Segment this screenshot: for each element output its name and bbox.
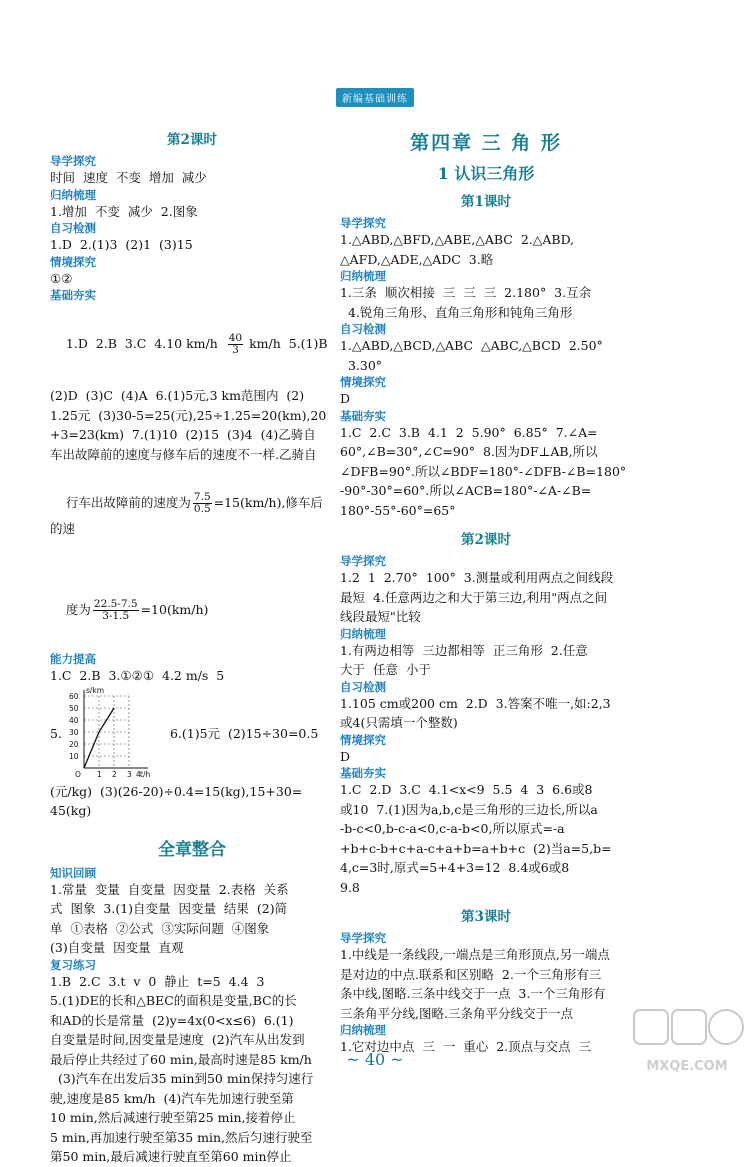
answer-line: 最后停止共经过了60 min,最高时速是85 km/h <box>50 1051 312 1067</box>
answer-line: 1.C 2.B 3.①②① 4.2 m/s 5 <box>50 668 225 683</box>
fraction: $\frac{22.5-7.5}{3-1.5}$ <box>93 598 138 622</box>
banner: 新编基础训练 <box>336 88 414 107</box>
section-label: 自习检测 <box>340 322 386 336</box>
y-tick: 60 <box>68 691 79 701</box>
answer-line: 度为 $\frac{22.5-7.5}{3-1.5}$ =10(km/h) <box>65 598 209 622</box>
answer-line: +3=23(km) 7.(1)10 (2)15 (3)4 (4)乙骑自 <box>50 427 316 442</box>
answer-line: 1.三条 顺次相接 三 三 三 2.180° 3.互余 <box>340 285 592 300</box>
y-tick: 50 <box>68 703 79 713</box>
svg-text:MXQE.COM: MXQE.COM <box>646 1059 728 1074</box>
section-label: 导学探究 <box>340 554 386 568</box>
answer-line: 1.△ABD,△BCD,△ABC △ABC,△BCD 2.50° <box>340 338 603 353</box>
section-title: 1 认识三角形 <box>437 164 535 183</box>
answer-line: 3.30° <box>340 357 383 373</box>
answer-line: 5.(1)DE的长和△BEC的面积是变量,BC的长 <box>50 993 297 1008</box>
answer-line: 5 min,再加速行驶至第35 min,然后匀速行驶至 <box>50 1129 313 1145</box>
answer-line: 条中线,图略.三条中线交于一点 3.一个三角形有 <box>340 986 606 1001</box>
y-tick: 40 <box>68 715 79 725</box>
answer-line: (元/kg) (3)(26-20)÷0.4=15(kg),15+30= <box>50 783 303 799</box>
answer-line: 45(kg) <box>50 803 92 818</box>
answer-line: 驶,速度是85 km/h (4)汽车先加速行驶至第 <box>50 1090 294 1106</box>
answer-line: 1.有两边相等 三边都相等 正三角形 2.任意 <box>340 642 588 658</box>
answer-line: 自变量是时间,因变量是速度 (2)汽车从出发到 <box>50 1032 305 1047</box>
answer-line: 1.它对边中点 三 一 重心 2.顶点与交点 三 <box>340 1039 592 1054</box>
lesson-title: 第3课时 <box>461 909 511 925</box>
answer-line: 第50 min,最后减速行驶直至第60 min停止 <box>50 1149 292 1164</box>
x-tick: 3 <box>126 769 132 779</box>
section-label: 归纳梳理 <box>340 269 386 283</box>
section-label: 情境探究 <box>340 732 386 747</box>
answer-line: 1.中线是一条线段,一端点是三角形顶点,另一端点 <box>340 947 610 962</box>
answer-line: 大于 任意 小于 <box>340 662 431 677</box>
x-tick: 2 <box>111 769 117 779</box>
page-header <box>0 88 750 107</box>
answer-line: 1.B 2.C 3.t v 0 静止 t=5 4.4 3 <box>50 973 265 989</box>
section-label: 归纳梳理 <box>50 187 96 202</box>
origin-label: O <box>74 769 81 779</box>
section-label: 基础夯实 <box>50 288 96 302</box>
answer-line: +b+c-b+c+a-c+a+b=a+b+c (2)当a=5,b= <box>340 840 612 856</box>
answer-line: -90°-30°=60°.所以∠ACB=180°-∠A-∠B= <box>340 483 592 498</box>
answer-line: 1.25元 (3)30-5=25(元),25÷1.25=20(km),20 <box>50 407 327 423</box>
right-column <box>340 128 632 1057</box>
x-tick: 4 <box>135 769 141 779</box>
answer-line: (3)汽车在出发后35 min到50 min保持匀速行 <box>50 1071 314 1086</box>
answer-line: D <box>340 391 351 406</box>
answer-line: 60°,∠B=30°,∠C=90° 8.因为DF⊥AB,所以 <box>340 444 598 459</box>
fraction: $\frac{7.5}{0.5}$ <box>193 491 211 515</box>
answer-line: 行车出故障前的速度为 $\frac{7.5}{0.5}$ =15(km/h),修车后的速 <box>50 491 323 536</box>
answer-line: 9.8 <box>340 879 360 895</box>
section-label: 基础夯实 <box>340 766 386 780</box>
x-axis-label: t/h <box>139 769 151 779</box>
answer-line: 三条角平分线,图略.三条角平分线交于一点 <box>340 1005 573 1021</box>
answer-line: 线段最短"比较 <box>340 609 421 624</box>
section-label: 知识回顾 <box>50 865 96 880</box>
distance-time-graph <box>64 686 164 782</box>
lesson-title: 第2课时 <box>461 532 511 548</box>
section-label: 导学探究 <box>340 931 386 945</box>
fraction: $\frac{40}{3}$ <box>228 332 243 356</box>
answer-line: 1.C 2.D 3.C 4.1<x<9 5.5 4 3 6.6或8 <box>340 782 593 797</box>
answer-line: 1.D 2.B 3.C 4.10 km/h $\frac{40}{3}$ km/h 5.(1)B <box>65 332 328 356</box>
answer-line: 单 ①表格 ②公式 ③实际问题 ④图象 <box>50 920 270 936</box>
x-tick: 1 <box>96 769 102 779</box>
chapter-title: 第四章 三 角 形 <box>410 132 562 154</box>
answer-line: △AFD,△ADE,△ADC 3.略 <box>340 251 494 267</box>
answer-line: 最短 4.任意两边之和大于第三边,利用"两点之间 <box>340 589 608 605</box>
answer-line: 车出故障前的速度与修车后的速度不一样.乙骑自 <box>50 446 317 462</box>
answer-line: ①② <box>50 270 73 286</box>
section-label: 自习检测 <box>340 679 386 694</box>
section-label: 归纳梳理 <box>340 626 386 641</box>
answer-line: 180°-55°-60°=65° <box>340 502 456 518</box>
answer-line: 和AD的长是常量 (2)y=4x(0<x≤6) 6.(1) <box>50 1012 294 1028</box>
y-tick: 10 <box>68 751 79 761</box>
answer-line: 1.105 cm或200 cm 2.D 3.答案不唯一,如:2,3 <box>340 695 611 711</box>
section-label: 自习检测 <box>50 221 96 235</box>
answer-line: 1.2 1 2.70° 100° 3.测量或利用两点之间线段 <box>340 570 614 585</box>
answer-line: -b-c<0,b-c-a<0,c-a-b<0,所以原式=-a <box>340 821 565 836</box>
answer-line: 1.△ABD,△BFD,△ABE,△ABC 2.△ABD, <box>340 232 575 247</box>
left-column <box>50 128 334 1167</box>
answer-line: 1.增加 不变 减少 2.图象 <box>50 203 198 219</box>
lesson-title: 第1课时 <box>461 194 511 210</box>
chapter-summary-title: 全章整合 <box>158 839 226 860</box>
answer-line: 或4(只需填一个整数) <box>340 715 458 730</box>
answer-line: (3)自变量 因变量 直观 <box>50 940 184 955</box>
section-label: 导学探究 <box>50 154 96 168</box>
lesson-title: 第2课时 <box>167 132 217 148</box>
graph-row: 5. s/km t/h O 10 20 30 40 50 60 1 2 3 4 6.(1)5元 (2)15÷30=0.5 <box>50 686 334 782</box>
answer-line: 是对边的中点.联系和区别略 2.一个三角形有三 <box>340 966 602 982</box>
answer-line: 式 图象 3.(1)自变量 因变量 结果 (2)简 <box>50 901 288 916</box>
y-axis-label: s/km <box>85 685 105 695</box>
section-label: 复习练习 <box>50 957 96 972</box>
answer-line: (2)D (3)C (4)A 6.(1)5元,3 km范围内 (2) <box>50 388 305 403</box>
section-label: 情境探究 <box>340 375 386 389</box>
section-label: 归纳梳理 <box>340 1023 386 1037</box>
watermark-logo <box>628 1002 746 1082</box>
y-tick: 20 <box>68 739 79 749</box>
section-label: 基础夯实 <box>340 408 386 423</box>
answer-line: D <box>340 748 351 764</box>
answer-line: 时间 速度 不变 增加 减少 <box>50 170 207 185</box>
answer-line: 或10 7.(1)因为a,b,c是三角形的三边长,所以a <box>340 801 598 817</box>
section-label: 导学探究 <box>340 216 386 230</box>
answer-line: ∠DFB=90°.所以∠BDF=180°-∠DFB-∠B=180° <box>340 463 627 479</box>
answer-line: 4,c=3时,原式=5+4+3=12 8.4或6或8 <box>340 860 570 875</box>
answer-line: 10 min,然后减速行驶至第25 min,接着停止 <box>50 1110 296 1125</box>
y-tick: 30 <box>68 727 79 737</box>
answer-line: 4.锐角三角形、直角三角形和钝角三角形 <box>340 304 573 320</box>
answer-line: 1.常量 变量 自变量 因变量 2.表格 关系 <box>50 881 289 897</box>
section-label: 能力提高 <box>50 652 96 666</box>
answer-line: 1.C 2.C 3.B 4.1 2 5.90° 6.85° 7.∠A= <box>340 424 598 440</box>
page-number: ~ 40 ~ <box>346 1050 404 1069</box>
section-label: 情境探究 <box>50 254 96 269</box>
answer-line: 1.D 2.(1)3 (2)1 (3)15 <box>50 237 193 252</box>
